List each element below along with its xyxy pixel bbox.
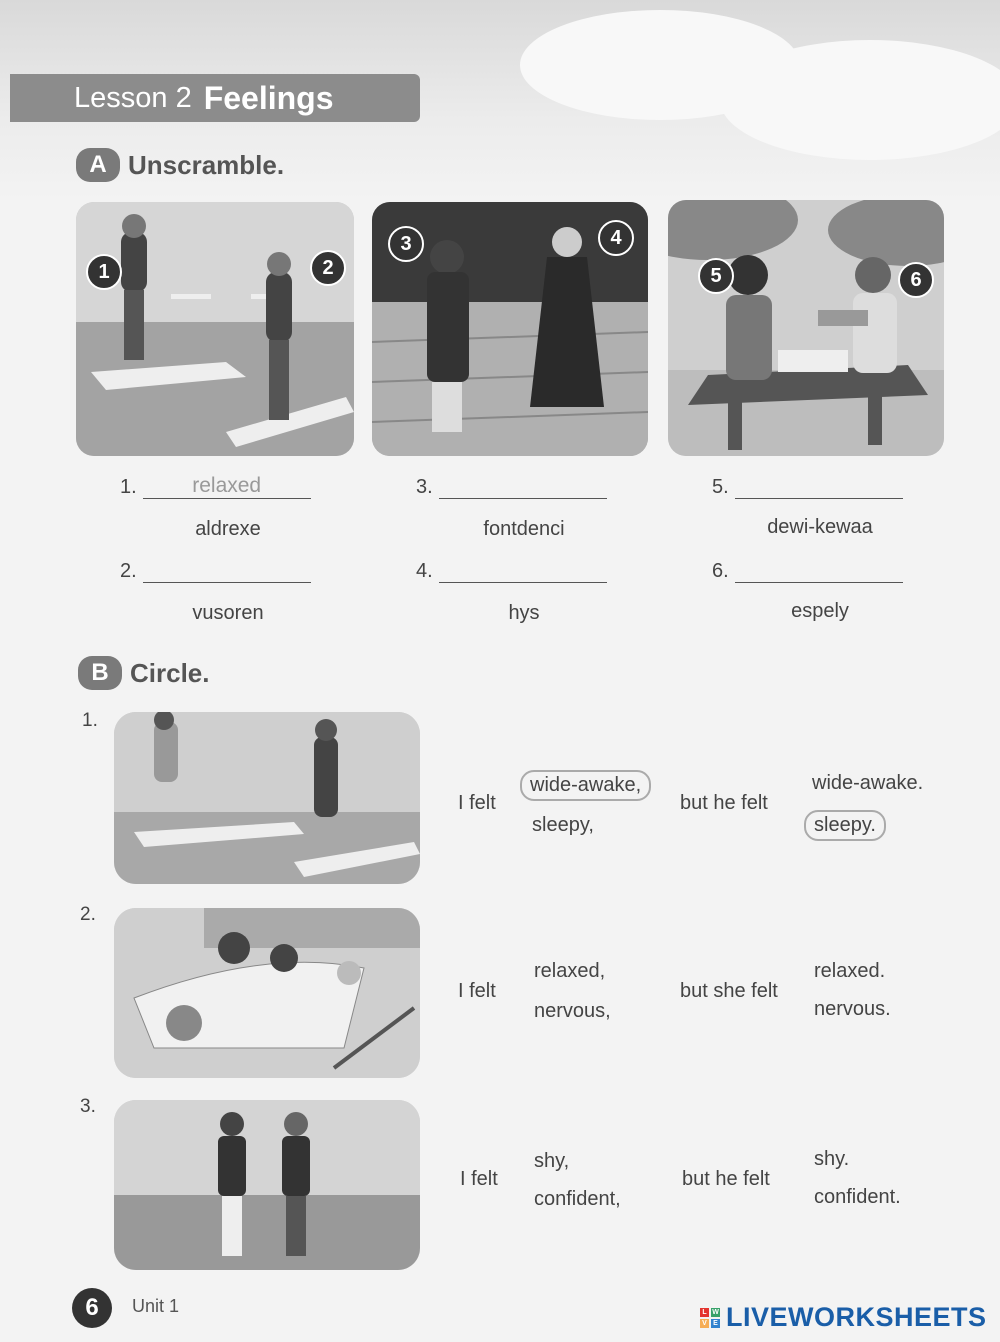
item-number: 5. [712,476,729,498]
lesson-title-bar [10,74,420,122]
answer-line-4 [416,558,607,583]
logo-grid-icon: L W V E [700,1308,720,1328]
item-number: 3. [416,476,433,498]
image-badge-4: 4 [598,220,634,256]
answer-line-6 [712,558,903,583]
picture-diving-board [76,202,354,456]
answer-field-2[interactable] [143,558,311,583]
item-number: 2. [120,560,137,582]
item-number: 1. [120,476,137,498]
picture-b2-rollercoaster [114,908,420,1078]
page-number: 6 [72,1288,112,1328]
logo-text: LIVEWORKSHEETS [726,1302,987,1332]
i-felt-label-3: I felt [460,1168,498,1190]
picture-picnic-table [668,200,944,456]
option-3b[interactable]: confident, [534,1188,621,1210]
picture-b3-field [114,1100,420,1270]
section-a-heading [76,148,284,182]
section-a-badge: A [76,148,120,182]
scrambled-word-3: fontdenci [483,518,565,540]
option-1b[interactable]: sleepy, [532,814,594,836]
circle-item-number-1: 1. [82,710,98,731]
scrambled-word-1: aldrexe [195,518,261,540]
answer-line-1 [120,474,311,499]
scrambled-word-5: dewi-kewaa [767,516,873,538]
scrambled-word-2: vusoren [192,602,264,624]
option-2a[interactable]: relaxed, [534,960,606,982]
answer-field-4[interactable] [439,558,607,583]
image-badge-5: 5 [698,258,734,294]
item-number: 4. [416,560,433,582]
section-b-heading [78,656,210,690]
option-2b[interactable]: nervous, [534,1000,611,1022]
option-3a[interactable]: shy, [534,1150,570,1172]
but-felt-label-1: but he felt [680,792,768,814]
option-3c[interactable]: shy. [814,1148,850,1170]
picture-b1-diving [114,712,420,884]
answer-field-6[interactable] [735,558,903,583]
header-cloud [720,40,1000,160]
image-badge-2: 2 [310,250,346,286]
i-felt-label-1: I felt [458,792,496,814]
answer-line-2 [120,558,311,583]
image-badge-1: 1 [86,254,122,290]
option-3d[interactable]: confident. [814,1186,901,1208]
liveworksheets-logo [700,1302,987,1333]
i-felt-label-2: I felt [458,980,496,1002]
circle-item-number-2: 2. [80,904,96,925]
unit-label: Unit 1 [132,1296,180,1316]
image-badge-6: 6 [898,262,934,298]
circle-item-number-3: 3. [80,1096,96,1117]
answer-field-5[interactable] [735,474,903,499]
option-1c[interactable]: wide-awake. [812,772,924,794]
section-b-badge: B [78,656,122,690]
lesson-label: Lesson 2 [74,81,192,114]
option-1d[interactable]: sleepy. [804,810,886,841]
but-felt-label-2: but she felt [680,980,778,1002]
answer-field-3[interactable] [439,474,607,499]
answer-line-3 [416,474,607,499]
scrambled-word-6: espely [791,600,849,622]
option-1a[interactable]: wide-awake, [520,770,651,801]
option-2d[interactable]: nervous. [814,998,891,1020]
scrambled-word-4: hys [508,602,540,624]
answer-field-1[interactable]: relaxed [143,474,311,499]
answer-line-5 [712,474,903,499]
but-felt-label-3: but he felt [682,1168,770,1190]
option-2c[interactable]: relaxed. [814,960,886,982]
image-badge-3: 3 [388,226,424,262]
section-b-title: Circle. [130,657,210,688]
picture-stage [372,202,648,456]
section-a-title: Unscramble. [128,149,285,180]
item-number: 6. [712,560,729,582]
lesson-title: Feelings [203,79,334,116]
